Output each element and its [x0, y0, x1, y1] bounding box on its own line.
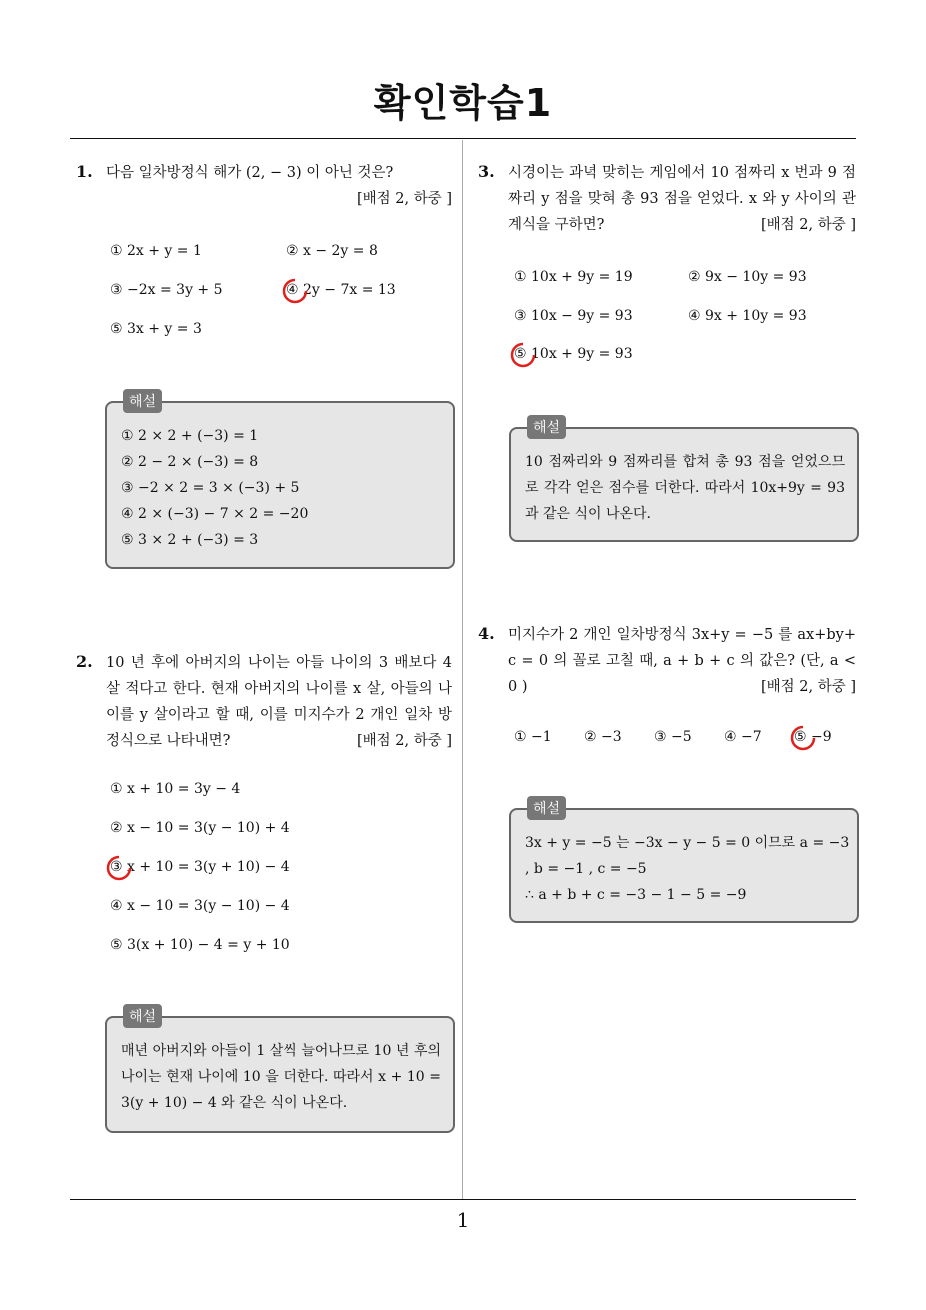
answer-circle-icon: [280, 276, 310, 306]
option-1[interactable]: ① x + 10 = 3y − 4: [110, 781, 241, 797]
question-body: [508, 160, 856, 238]
option-3[interactable]: ③ x + 10 = 3(y + 10) − 4: [110, 859, 290, 875]
explanation-box: [509, 801, 859, 923]
answer-circle-icon: [104, 853, 134, 883]
column-divider: [462, 140, 463, 1200]
explanation-body: 3x + y = −5 는 −3x − y − 5 = 0 이므로 a = −3 , b = −1 , c = −5 ∴ a + b + c = −3 − 1 − 5 = −9: [525, 835, 850, 903]
explanation-label: 해설: [123, 1004, 162, 1028]
option-3[interactable]: ③ 10x − 9y = 93: [514, 308, 633, 324]
question-text: 10 년 후에 아버지의 나이는 아들 나이의 3 배보다 4 살 적다고 한다. 현재 아버지의 나이를 x 살, 아들의 나이를 y 살이라고 할 때, 이를 미지수가 2 개인 일차 방정식으로 나타내면?: [106, 655, 452, 749]
option-3[interactable]: ③ −5: [654, 729, 692, 745]
question-number: 4.: [478, 624, 495, 643]
score-label: [배점 2, 하중 ]: [356, 191, 452, 207]
option-4[interactable]: ④ x − 10 = 3(y − 10) − 4: [110, 898, 290, 914]
explanation-label: 해설: [527, 796, 566, 820]
explanation-label: 해설: [123, 389, 162, 413]
option-5[interactable]: ⑤ 3(x + 10) − 4 = y + 10: [110, 937, 290, 953]
explanation-box: [105, 1009, 455, 1133]
top-rule: [70, 138, 856, 139]
option-1[interactable]: ① 2x + y = 1: [110, 243, 202, 259]
explanation-body: 10 점짜리와 9 점짜리를 합쳐 총 93 점을 얻었으므로 각각 얻은 점수를 더한다. 따라서 10x+9y = 93 과 같은 식이 나온다.: [525, 454, 845, 522]
score-label: [배점 2, 하중 ]: [760, 217, 856, 233]
option-5[interactable]: ⑤ 3x + y = 3: [110, 321, 202, 337]
option-2[interactable]: ② 9x − 10y = 93: [688, 269, 807, 285]
option-5[interactable]: ⑤ 10x + 9y = 93: [514, 346, 633, 362]
option-3[interactable]: ③ −2x = 3y + 5: [110, 282, 223, 298]
question-text: 시경이는 과녁 맞히는 게임에서 10 점짜리 x 번과 9 점짜리 y 점을 맞혀 총 93 점을 얻었다. x 와 y 사이의 관계식을 구하면?: [508, 165, 856, 233]
question-text: 미지수가 2 개인 일차방정식 3x+y = −5 를 ax+by+ c = 0 의 꼴로 고칠 때, a + b + c 의 값은? (단, a < 0 ): [508, 627, 856, 695]
explanation-box: [105, 394, 455, 569]
option-1[interactable]: ① −1: [514, 729, 552, 745]
question-body: [106, 650, 452, 754]
option-4[interactable]: ④ 9x + 10y = 93: [688, 308, 807, 324]
question-number: 1.: [76, 162, 93, 181]
question-body: [508, 622, 856, 700]
explanation-body: ① 2 × 2 + (−3) = 1 ② 2 − 2 × (−3) = 8 ③ −2 × 2 = 3 × (−3) + 5 ④ 2 × (−3) − 7 × 2 = −20 ⑤ 3 × 2 + (−3) = 3: [121, 428, 309, 548]
score-label: [배점 2, 하중 ]: [760, 679, 856, 695]
page-number: 1: [456, 1208, 470, 1232]
page-title: 확인학습1: [373, 81, 553, 125]
option-4[interactable]: ④ 2y − 7x = 13: [286, 282, 396, 298]
question-body: [106, 160, 452, 212]
answer-circle-icon: [788, 723, 818, 753]
question-number: 2.: [76, 652, 93, 671]
question-text: 다음 일차방정식 해가 (2, − 3) 이 아닌 것은?: [106, 165, 394, 181]
option-5[interactable]: ⑤ −9: [794, 729, 832, 745]
question-number: 3.: [478, 162, 495, 181]
option-1[interactable]: ① 10x + 9y = 19: [514, 269, 633, 285]
answer-circle-icon: [508, 340, 538, 370]
score-label: [배점 2, 하중 ]: [356, 733, 452, 749]
bottom-rule: [70, 1199, 856, 1200]
explanation-label: 해설: [527, 415, 566, 439]
explanation-body: 매년 아버지와 아들이 1 살씩 늘어나므로 10 년 후의 나이는 현재 나이에 10 을 더한다. 따라서 x + 10 = 3(y + 10) − 4 와 같은 식이 나온다.: [121, 1043, 441, 1111]
explanation-box: [509, 420, 859, 542]
option-2[interactable]: ② x − 2y = 8: [286, 243, 378, 259]
option-4[interactable]: ④ −7: [724, 729, 762, 745]
option-2[interactable]: ② −3: [584, 729, 622, 745]
option-2[interactable]: ② x − 10 = 3(y − 10) + 4: [110, 820, 290, 836]
